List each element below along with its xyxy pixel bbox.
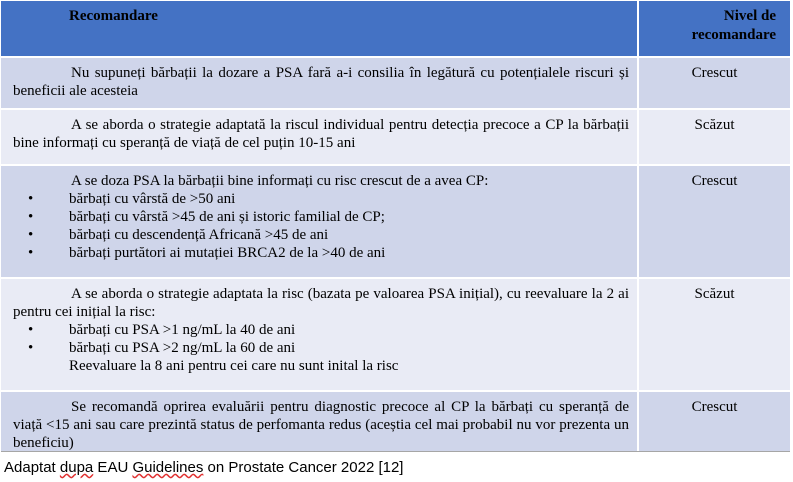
recommendation-cell [1, 279, 639, 390]
table-row [1, 392, 790, 452]
bullet-item: • bărbați cu vârstă de >50 ani [13, 190, 629, 208]
source-caption [4, 459, 403, 476]
header-level [639, 1, 790, 56]
caption-text: EAU [93, 459, 133, 476]
caption-text: Adaptat [4, 459, 60, 476]
level-cell [639, 279, 790, 390]
level-cell [639, 110, 790, 164]
table-row [1, 58, 790, 110]
level-cell [639, 166, 790, 277]
recommendation-note: Reevaluare la 8 ani pentru cei care nu sunt inital la risc [69, 358, 399, 374]
recommendation-text: Nu supuneți bărbații la dozare a PSA fară a-i consilia în legătură cu potențialele riscuri și beneficii ale acesteia [13, 65, 629, 99]
bullet-item: • bărbați cu PSA >1 ng/mL la 40 de ani [13, 321, 629, 339]
recommendation-text: A se doza PSA la bărbații bine informați cu risc crescut de a avea CP: [71, 173, 489, 189]
caption-spellcheck-word: Guidelines [132, 459, 204, 476]
table-row [1, 110, 790, 166]
level-value: Crescut [691, 399, 738, 415]
recommendation-cell [1, 58, 639, 108]
level-value: Crescut [691, 65, 738, 81]
caption-spellcheck-word: dupa [59, 459, 94, 476]
recommendation-text: A se aborda o strategie adaptată la riscul individual pentru detecția precoce a CP la bărbații bine informați cu speranță de viață de cel puțin 10-15 ani [13, 117, 629, 151]
level-value: Scăzut [694, 117, 735, 133]
bullet-item: • bărbați cu vârstă >45 de ani și istoric familial de CP; [13, 208, 629, 226]
recommendation-cell [1, 110, 639, 164]
level-value: Crescut [691, 173, 738, 189]
recommendation-text: Se recomandă oprirea evaluării pentru diagnostic precoce al CP la bărbați cu speranță de viață <15 ani sau care prezintă status de perfomanta redus (aceștia cel mai probabil nu vor prezenta un beneficiu) [13, 399, 629, 451]
table-row [1, 279, 790, 392]
bullet-item: • bărbați purtători ai mutației BRCA2 de la >40 de ani [13, 244, 629, 262]
bullet-item: • bărbați cu descendență Africană >45 de ani [13, 226, 629, 244]
header-recommendation [1, 1, 639, 56]
recommendation-cell [1, 166, 639, 277]
caption-text: on Prostate Cancer 2022 [12] [203, 459, 404, 476]
table-row [1, 166, 790, 279]
level-cell [639, 392, 790, 451]
bullet-item: • bărbați cu PSA >2 ng/mL la 60 de ani [13, 339, 629, 357]
header-level-line1: Nivel de [723, 8, 776, 24]
bullet-list [13, 321, 629, 357]
header-recommendation-label: Recomandare [69, 8, 158, 24]
table-header-row [1, 1, 790, 58]
recommendation-text: A se aborda o strategie adaptata la risc (bazata pe valoarea PSA inițial), cu reevaluare la 2 ai pentru cei inițial la risc: [13, 286, 629, 320]
level-cell [639, 58, 790, 108]
header-level-line2: recomandare [691, 27, 776, 43]
recommendations-table [1, 1, 790, 452]
bullet-list [13, 190, 629, 262]
level-value: Scăzut [694, 286, 735, 302]
recommendation-cell [1, 392, 639, 451]
